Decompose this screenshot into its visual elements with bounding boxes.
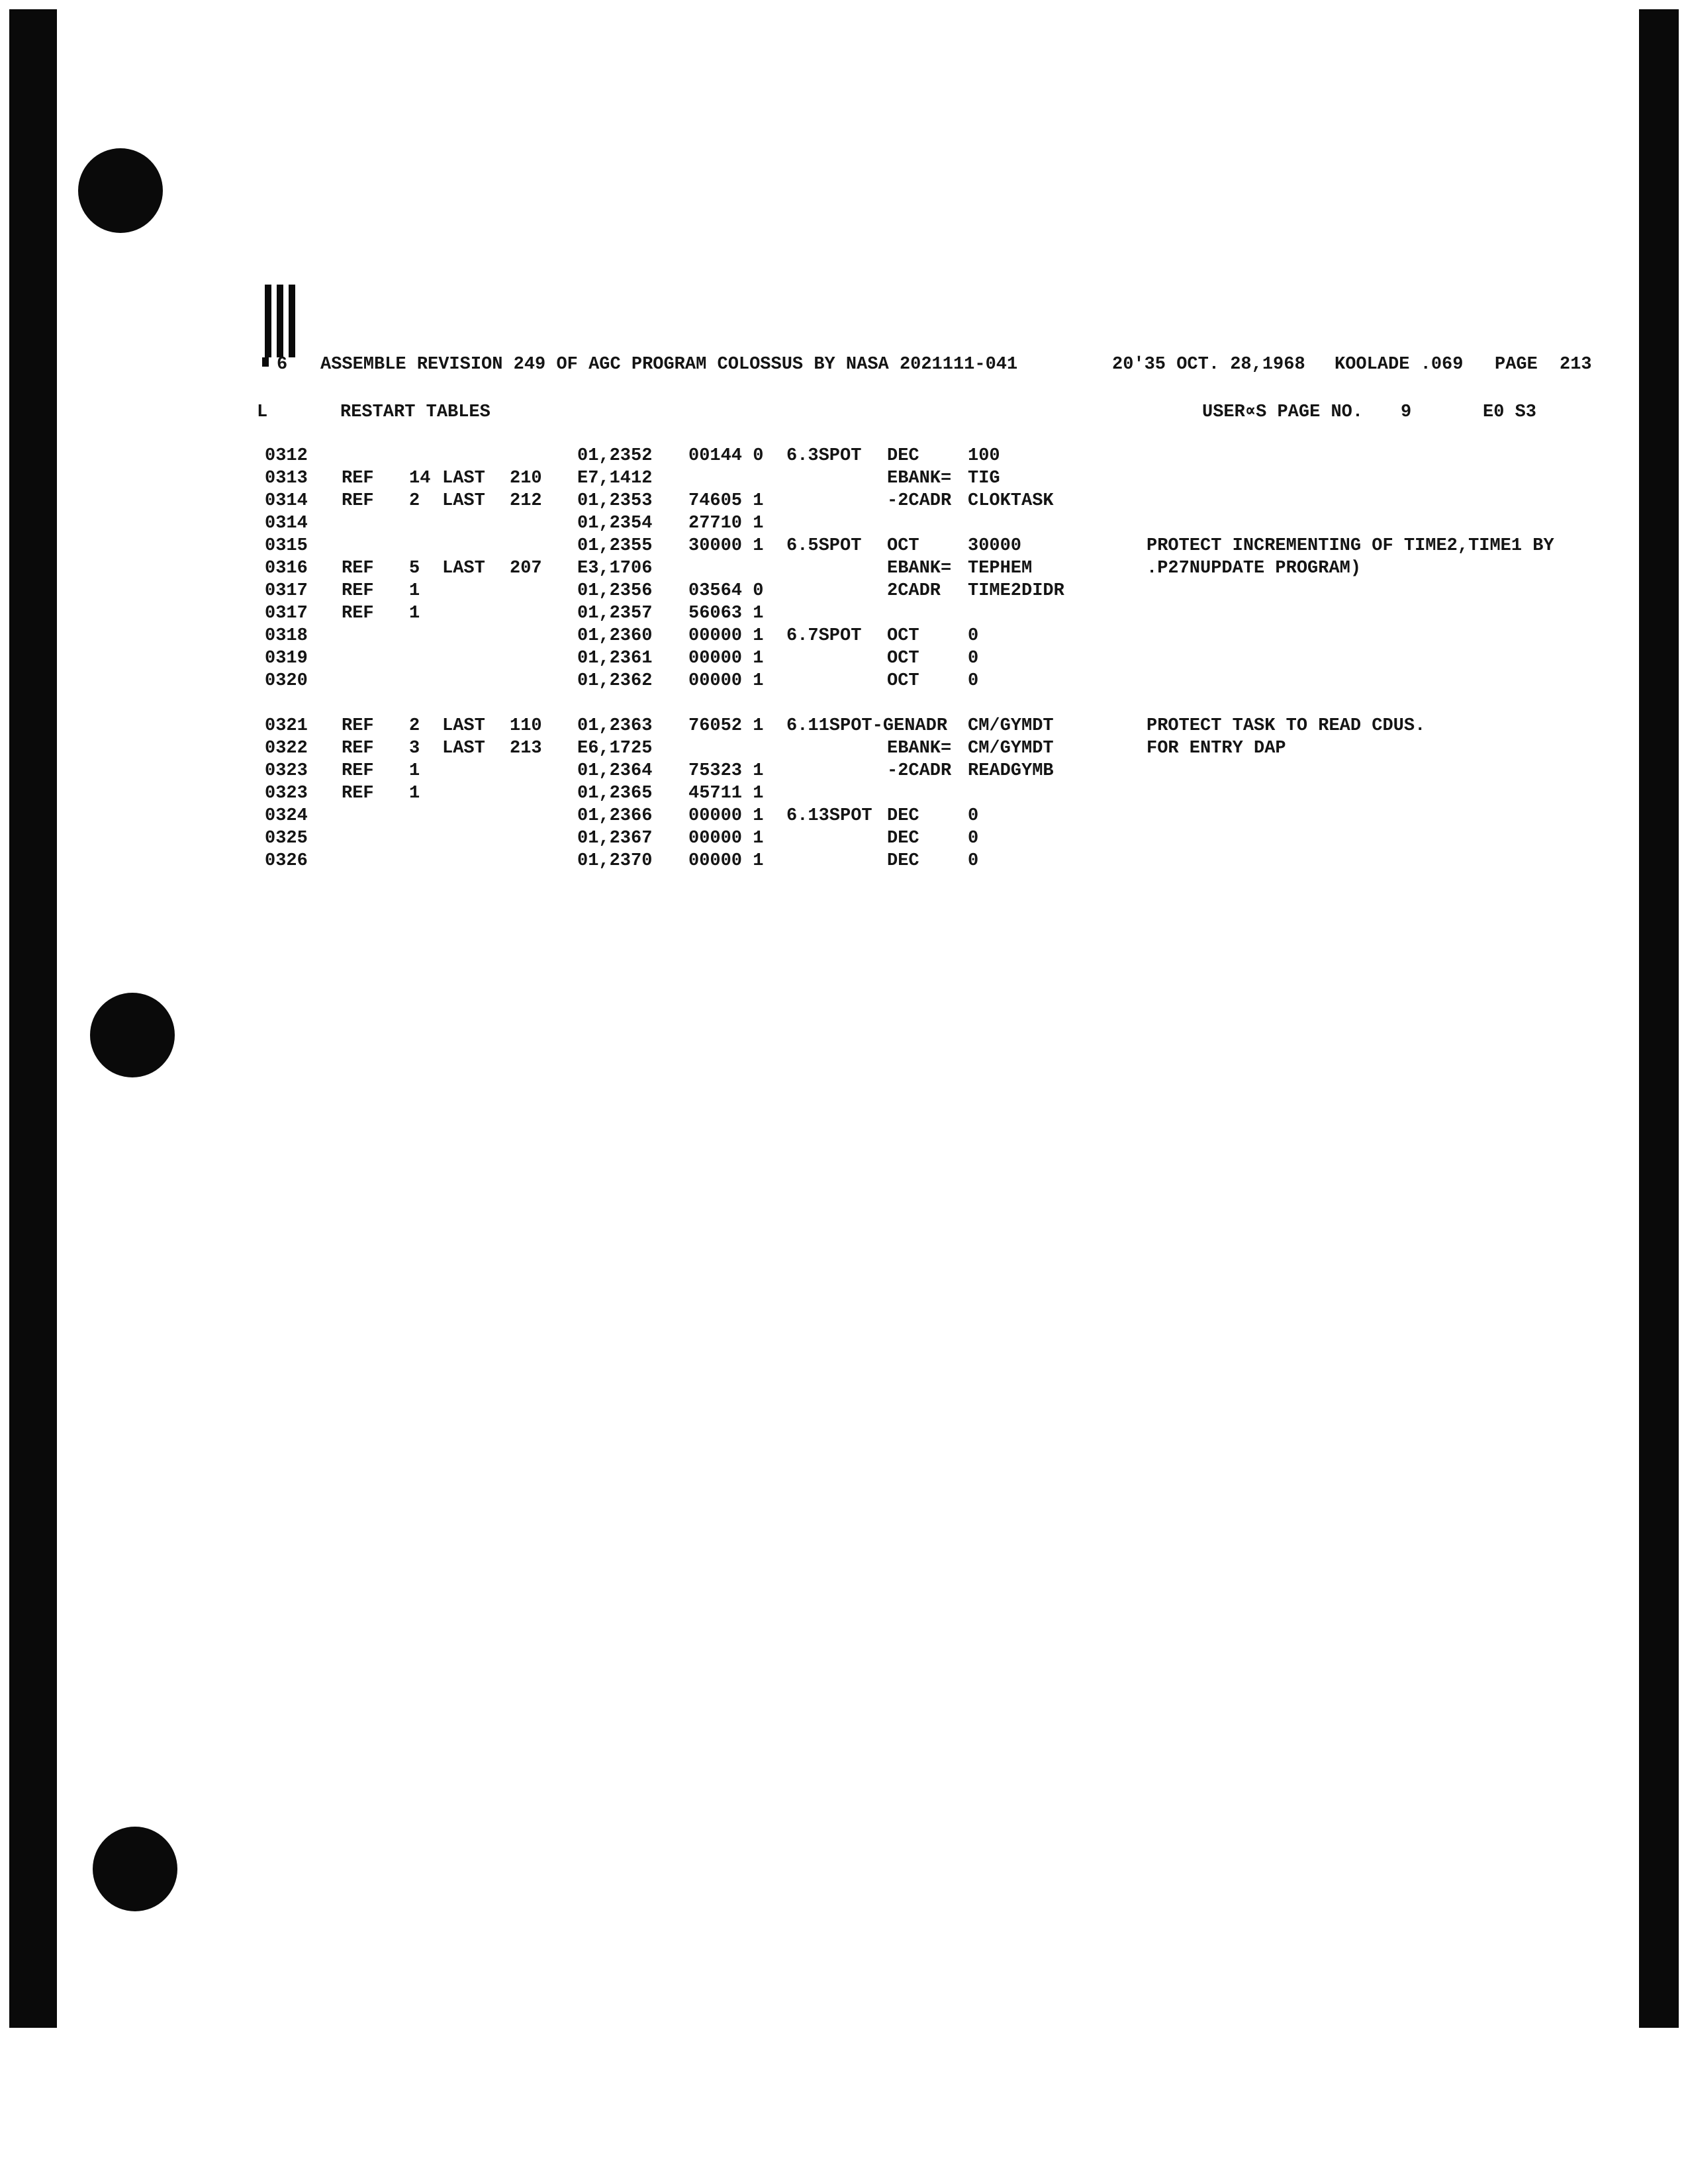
assembly-user: KOOLADE .069	[1335, 355, 1464, 375]
row-line-no: 0317	[265, 604, 308, 623]
row-octal: 00000 1	[688, 626, 764, 646]
row-address: E3,1706	[577, 559, 653, 578]
row-label: 6.13SPOT	[786, 806, 872, 826]
row-line-no: 0323	[265, 784, 308, 803]
row-line-no: 0326	[265, 851, 308, 871]
row-ref: REF	[342, 581, 374, 601]
row-label: 6.7SPOT	[786, 626, 862, 646]
page-number: 213	[1560, 355, 1592, 375]
row-operand: TEPHEM	[968, 559, 1033, 578]
row-address: 01,2362	[577, 671, 653, 691]
row-octal: 76052 1	[688, 716, 764, 736]
row-refnum: 1	[409, 761, 420, 781]
row-operand: READGYMB	[968, 761, 1054, 781]
row-line-no: 0317	[265, 581, 308, 601]
listing-row	[0, 805, 1688, 827]
listing-row	[0, 512, 1688, 535]
row-address: 01,2361	[577, 649, 653, 668]
row-octal: 00144 0	[688, 446, 764, 466]
row-op: OCT	[887, 626, 919, 646]
row-address: 01,2366	[577, 806, 653, 826]
row-line-no: 0321	[265, 716, 308, 736]
row-comment: .P27NUPDATE PROGRAM)	[1147, 559, 1362, 578]
row-octal: 00000 1	[688, 851, 764, 871]
listing-flag: L	[257, 402, 268, 422]
row-address: E6,1725	[577, 739, 653, 758]
page-label: PAGE	[1495, 355, 1538, 375]
listing-row	[0, 647, 1688, 670]
user-page-label: USER∝S PAGE NO.	[1202, 402, 1364, 422]
row-op: EBANK=	[887, 559, 952, 578]
row-address: E7,1412	[577, 469, 653, 488]
listing-row	[0, 737, 1688, 760]
binder-hole-middle	[90, 993, 175, 1077]
listing-row	[0, 535, 1688, 557]
row-label: 6.5SPOT	[786, 536, 862, 556]
code-listing	[0, 445, 1688, 895]
row-line-no: 0316	[265, 559, 308, 578]
row-lastnum: 213	[510, 739, 542, 758]
row-line-no: 0324	[265, 806, 308, 826]
assembly-date-time: 20'35 OCT. 28,1968	[1112, 355, 1305, 375]
row-line-no: 0314	[265, 514, 308, 533]
row-operand: TIG	[968, 469, 1000, 488]
row-ref: REF	[342, 739, 374, 758]
row-ref: REF	[342, 604, 374, 623]
user-page-number: 9	[1401, 402, 1412, 422]
row-ref: REF	[342, 469, 374, 488]
row-address: 01,2364	[577, 761, 653, 781]
row-octal: 30000 1	[688, 536, 764, 556]
row-operand: 0	[968, 806, 979, 826]
row-ref: REF	[342, 784, 374, 803]
row-operand: CLOKTASK	[968, 491, 1054, 511]
section-code: E0 S3	[1483, 402, 1537, 422]
row-op: 2CADR	[887, 581, 941, 601]
row-op: DEC	[887, 829, 919, 848]
row-ref: REF	[342, 559, 374, 578]
row-operand: 0	[968, 671, 979, 691]
listing-row	[0, 715, 1688, 737]
row-address: 01,2370	[577, 851, 653, 871]
row-lastnum: 110	[510, 716, 542, 736]
row-label: 6.11SPOT-GENADR	[786, 716, 948, 736]
row-operand: 0	[968, 829, 979, 848]
row-op: DEC	[887, 446, 919, 466]
row-address: 01,2356	[577, 581, 653, 601]
row-op: -2CADR	[887, 491, 952, 511]
listing-row	[0, 827, 1688, 850]
row-address: 01,2365	[577, 784, 653, 803]
row-op: EBANK=	[887, 469, 952, 488]
row-lastnum: 212	[510, 491, 542, 511]
row-refnum: 3	[409, 739, 420, 758]
row-last: LAST	[442, 716, 485, 736]
row-last: LAST	[442, 469, 485, 488]
listing-subheader	[0, 401, 1688, 424]
row-op: DEC	[887, 806, 919, 826]
row-last: LAST	[442, 491, 485, 511]
row-operand: 0	[968, 649, 979, 668]
section-title: RESTART TABLES	[340, 402, 491, 422]
scan-border-left	[9, 9, 57, 2028]
row-octal: 00000 1	[688, 671, 764, 691]
listing-row	[0, 445, 1688, 467]
row-address: 01,2352	[577, 446, 653, 466]
listing-row	[0, 602, 1688, 625]
row-address: 01,2360	[577, 626, 653, 646]
row-op: EBANK=	[887, 739, 952, 758]
row-octal: 27710 1	[688, 514, 764, 533]
row-ref: REF	[342, 716, 374, 736]
row-operand: 100	[968, 446, 1000, 466]
row-line-no: 0322	[265, 739, 308, 758]
row-lastnum: 207	[510, 559, 542, 578]
row-address: 01,2353	[577, 491, 653, 511]
row-label: 6.3SPOT	[786, 446, 862, 466]
listing-row	[0, 625, 1688, 647]
row-refnum: 1	[409, 784, 420, 803]
listing-row	[0, 782, 1688, 805]
row-ref: REF	[342, 761, 374, 781]
row-line-no: 0320	[265, 671, 308, 691]
row-line-no: 0325	[265, 829, 308, 848]
row-line-no: 0323	[265, 761, 308, 781]
row-address: 01,2354	[577, 514, 653, 533]
row-line-no: 0313	[265, 469, 308, 488]
row-octal: 00000 1	[688, 649, 764, 668]
row-last: LAST	[442, 739, 485, 758]
row-line-no: 0315	[265, 536, 308, 556]
listing-row	[0, 580, 1688, 602]
row-octal: 03564 0	[688, 581, 764, 601]
row-octal: 45711 1	[688, 784, 764, 803]
row-address: 01,2357	[577, 604, 653, 623]
row-last: LAST	[442, 559, 485, 578]
row-refnum: 14	[409, 469, 431, 488]
listing-row	[0, 850, 1688, 872]
row-op: DEC	[887, 851, 919, 871]
row-refnum: 5	[409, 559, 420, 578]
row-address: 01,2363	[577, 716, 653, 736]
row-line-no: 0314	[265, 491, 308, 511]
listing-row	[0, 467, 1688, 490]
listing-row	[0, 490, 1688, 512]
row-op: OCT	[887, 671, 919, 691]
row-op: OCT	[887, 536, 919, 556]
row-operand: CM/GYMDT	[968, 716, 1054, 736]
row-line-no: 0319	[265, 649, 308, 668]
listing-row	[0, 670, 1688, 692]
row-operand: CM/GYMDT	[968, 739, 1054, 758]
row-octal: 00000 1	[688, 829, 764, 848]
scan-border-right	[1639, 9, 1679, 2028]
row-ref: REF	[342, 491, 374, 511]
page-code: 6	[277, 355, 288, 375]
row-address: 01,2355	[577, 536, 653, 556]
row-op: OCT	[887, 649, 919, 668]
row-refnum: 1	[409, 581, 420, 601]
row-op: -2CADR	[887, 761, 952, 781]
row-refnum: 2	[409, 716, 420, 736]
listing-row	[0, 692, 1688, 715]
binder-hole-bottom	[93, 1827, 177, 1911]
row-line-no: 0312	[265, 446, 308, 466]
row-line-no: 0318	[265, 626, 308, 646]
row-operand: 0	[968, 851, 979, 871]
binder-hole-top	[78, 148, 163, 233]
row-operand: 30000	[968, 536, 1022, 556]
listing-header	[0, 353, 1688, 376]
row-refnum: 2	[409, 491, 420, 511]
row-operand: 0	[968, 626, 979, 646]
row-refnum: 1	[409, 604, 420, 623]
row-octal: 56063 1	[688, 604, 764, 623]
row-address: 01,2367	[577, 829, 653, 848]
row-lastnum: 210	[510, 469, 542, 488]
listing-row	[0, 760, 1688, 782]
row-comment: PROTECT INCREMENTING OF TIME2,TIME1 BY	[1147, 536, 1554, 556]
row-octal: 75323 1	[688, 761, 764, 781]
assembly-title: ASSEMBLE REVISION 249 OF AGC PROGRAM COLOSSUS BY NASA 2021111-041	[320, 355, 1018, 375]
listing-row	[0, 557, 1688, 580]
row-operand: TIME2DIDR	[968, 581, 1064, 601]
row-comment: PROTECT TASK TO READ CDUS.	[1147, 716, 1426, 736]
row-octal: 74605 1	[688, 491, 764, 511]
row-octal: 00000 1	[688, 806, 764, 826]
row-comment: FOR ENTRY DAP	[1147, 739, 1286, 758]
